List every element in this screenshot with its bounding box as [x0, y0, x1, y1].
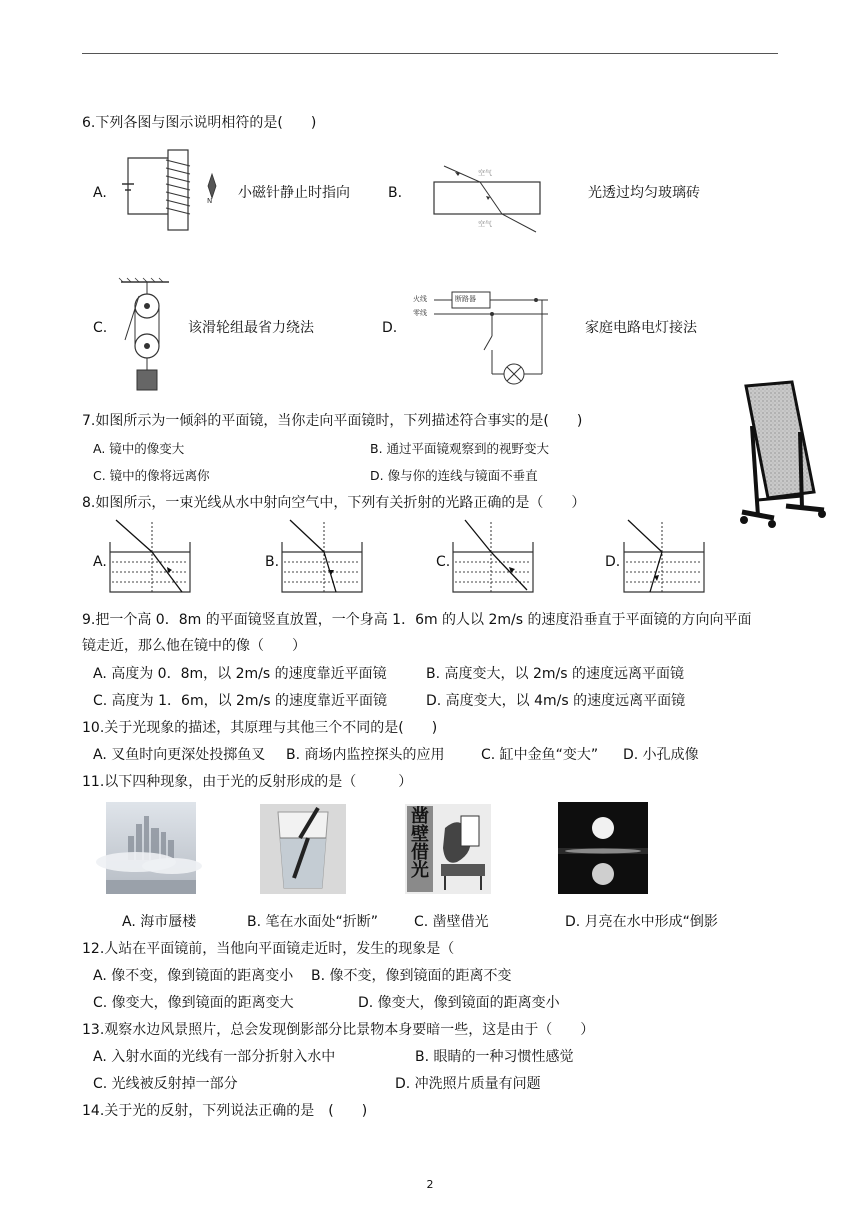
q10-option-c: C. 缸中金鱼“变大” — [481, 747, 599, 763]
q8-option-b-letter: B. — [265, 554, 280, 570]
q11-image-a-mirage — [106, 802, 196, 894]
q9-option-b: B. 高度变大，以 2m/s 的速度远离平面镜 — [426, 666, 684, 682]
q13-option-b: B. 眼睛的一种习惯性感觉 — [415, 1049, 574, 1065]
q10-stem: 10.关于光现象的描述，其原理与其他三个不同的是( ) — [82, 720, 438, 736]
neutral-wire-label: 零线 — [413, 309, 427, 317]
q7-option-b: B. 通过平面镜观察到的视野变大 — [370, 441, 550, 456]
q6-option-d-text: 家庭电路电灯接法 — [585, 320, 697, 336]
live-wire-label: 火线 — [413, 295, 427, 303]
air-label-bottom: 空气 — [478, 220, 492, 228]
q9-option-c: C. 高度为 1．6m，以 2m/s 的速度靠近平面镜 — [93, 693, 388, 709]
q6-option-c-letter: C. — [93, 320, 108, 336]
q8-option-d-letter: D. — [605, 554, 621, 570]
q8-option-c-letter: C. — [436, 554, 451, 570]
q11-option-d: D. 月亮在水中形成“倒影 — [565, 914, 718, 930]
q11-option-c: C. 凿壁借光 — [414, 914, 489, 930]
q10-option-a: A. 叉鱼时向更深处投掷鱼叉 — [93, 747, 266, 763]
q8-stem: 8.如图所示，一束光线从水中射向空气中，下列有关折射的光路正确的是（ ） — [82, 495, 586, 511]
page-number: 2 — [426, 1178, 434, 1191]
q12-stem: 12.人站在平面镜前，当他向平面镜走近时，发生的现象是（ — [82, 941, 455, 957]
q6-option-a-text: 小磁针静止时指向 — [238, 185, 350, 201]
q13-stem: 13.观察水边风景照片，总会发现倒影部分比景物本身要暗一些，这是由于（ ） — [82, 1022, 595, 1038]
q11-image-b-pen-in-water — [260, 804, 346, 894]
q11-option-b: B. 笔在水面处“折断” — [247, 914, 379, 930]
q13-option-c: C. 光线被反射掉一部分 — [93, 1076, 238, 1092]
q10-option-d: D. 小孔成像 — [623, 747, 699, 763]
q9-stem-line1: 9.把一个高 0．8m 的平面镜竖直放置，一个身高 1．6m 的人以 2m/s 的速度沿垂直于平面镜的方向向平面 — [82, 612, 752, 628]
q7-tilted-mirror-figure — [738, 380, 828, 528]
q13-option-a: A. 入射水面的光线有一部分折射入水中 — [93, 1049, 336, 1065]
needle-label-n: N — [207, 197, 213, 205]
q10-option-b: B. 商场内监控探头的应用 — [286, 747, 445, 763]
q14-stem: 14.关于光的反射，下列说法正确的是 ( ) — [82, 1103, 368, 1119]
q13-option-d: D. 冲洗照片质量有问题 — [395, 1076, 541, 1092]
q12-option-a: A. 像不变，像到镜面的距离变小 — [93, 968, 294, 984]
q9-stem-line2: 镜走近，那么他在镜中的像（ ） — [82, 638, 306, 654]
q11-stem: 11.以下四种现象，由于光的反射形成的是（ ） — [82, 774, 413, 790]
header-rule — [82, 53, 778, 54]
q6-stem: 6.下列各图与图示说明相符的是( ) — [82, 115, 317, 131]
q6-figure-c-pulley — [117, 278, 177, 394]
q11-image-c-vertical-text: 凿壁借光 — [408, 806, 429, 878]
q8-figure-c — [451, 518, 535, 596]
q7-stem: 7.如图所示为一倾斜的平面镜，当你走向平面镜时，下列描述符合事实的是( ) — [82, 413, 583, 429]
q8-option-a-letter: A. — [93, 554, 107, 570]
q6-figure-a-electromagnet — [120, 148, 230, 238]
q6-option-c-text: 该滑轮组最省力绕法 — [188, 320, 314, 336]
q7-option-a: A. 镜中的像变大 — [93, 441, 185, 456]
q12-option-b: B. 像不变，像到镜面的距离不变 — [311, 968, 512, 984]
q7-option-c: C. 镜中的像将远离你 — [93, 468, 210, 483]
q8-figure-b — [280, 518, 364, 596]
q6-option-b-text: 光透过均匀玻璃砖 — [588, 185, 700, 201]
q8-figure-a — [108, 518, 192, 596]
q9-option-d: D. 高度变大，以 4m/s 的速度远离平面镜 — [426, 693, 686, 709]
q11-image-d-moon-reflection — [558, 802, 648, 894]
q6-figure-d-circuit — [412, 288, 562, 388]
q11-option-a: A. 海市蜃楼 — [122, 914, 197, 930]
q6-option-b-letter: B. — [388, 185, 403, 201]
q6-option-d-letter: D. — [382, 320, 398, 336]
air-label-top: 空气 — [478, 169, 492, 177]
q6-option-a-letter: A. — [93, 185, 107, 201]
q12-option-c: C. 像变大，像到镜面的距离变大 — [93, 995, 294, 1011]
breaker-label: 断路器 — [455, 295, 476, 303]
q9-option-a: A. 高度为 0．8m，以 2m/s 的速度靠近平面镜 — [93, 666, 387, 682]
q8-figure-d — [622, 518, 706, 596]
q7-option-d: D. 像与你的连线与镜面不垂直 — [370, 468, 538, 483]
q12-option-d: D. 像变大，像到镜面的距离变小 — [358, 995, 560, 1011]
